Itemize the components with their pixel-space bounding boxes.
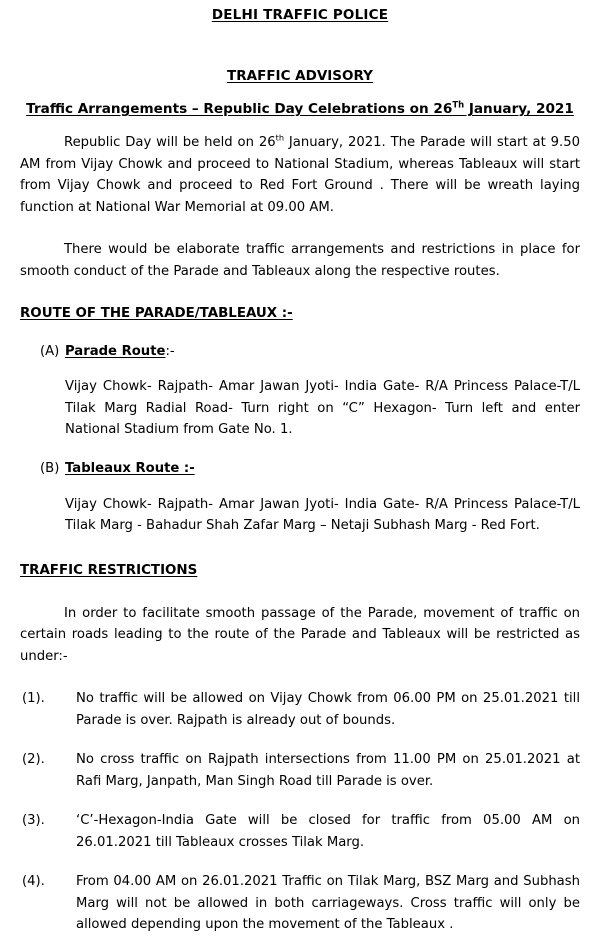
restriction-item-1-text: No traffic will be allowed on Vijay Chowk from 06.00 PM on 25.01.2021 till Parade is over. Rajpath is already out of bounds. xyxy=(76,691,580,728)
route-item-tableaux-marker: (B) xyxy=(40,460,60,476)
route-item-tableaux xyxy=(20,458,580,479)
route-item-tableaux-label xyxy=(65,461,195,476)
subject-line-text xyxy=(26,101,574,117)
intro-paragraph-2: There would be elaborate traffic arrangements and restrictions in place for smooth conduct of the Parade and Tableaux along the respective routes. xyxy=(20,242,580,279)
organization-title-text: DELHI TRAFFIC POLICE xyxy=(211,7,389,23)
route-item-tableaux-body: Vijay Chowk- Rajpath- Amar Jawan Jyoti- India Gate- R/A Princess Palace-T/L Tilak Marg - Bahadur Shah Zafar Marg – Netaji Subhash Marg - Red Fort. xyxy=(65,496,580,533)
advisory-title-text: TRAFFIC ADVISORY xyxy=(227,68,373,84)
restriction-item-2-text: No cross traffic on Rajpath intersections from 11.00 PM on 25.01.2021 at Rafi Marg, Janpath, Man Singh Road till Parade is over. xyxy=(76,752,580,789)
restriction-item-3-text: ‘C’-Hexagon-India Gate will be closed for traffic from 05.00 AM on 26.01.2021 till Tableaux crosses Tilak Marg. xyxy=(76,813,580,850)
route-section-heading-text: ROUTE OF THE PARADE/TABLEAUX :- xyxy=(20,306,293,321)
route-item-tableaux-label-text: Tableaux Route :- xyxy=(65,460,195,476)
restriction-item-2 xyxy=(20,749,580,792)
route-item-parade-marker: (A) xyxy=(40,344,60,359)
restrictions-section-heading xyxy=(20,561,580,581)
subject-prefix: Traffic Arrangements – Republic Day Celebrations on 26 xyxy=(26,101,453,117)
route-item-parade-label xyxy=(65,344,165,359)
restriction-item-4-text: From 04.00 AM on 26.01.2021 Traffic on Tilak Marg, BSZ Marg and Subhash Marg will not be allowed in both carriageways. Cross traffic will only be allowed depending upon the movement of the Tableaux . xyxy=(76,874,580,932)
route-item-parade xyxy=(20,341,580,362)
restrictions-section-heading-text: TRAFFIC RESTRICTIONS xyxy=(20,562,198,578)
intro-ordinal-suffix: th xyxy=(275,132,285,143)
restriction-item-4 xyxy=(20,871,580,936)
restrictions-intro-paragraph: In order to facilitate smooth passage of the Parade, movement of traffic on certain roads leading to the route of the Parade and Tableaux will be restricted as under:- xyxy=(20,605,580,664)
restriction-item-1-number: (1). xyxy=(22,691,45,706)
subject-suffix: January, 2021 xyxy=(464,101,574,117)
restriction-item-3-number: (3). xyxy=(22,813,45,828)
route-section-heading xyxy=(20,304,580,324)
route-item-parade-label-suffix: :- xyxy=(165,344,175,359)
restriction-item-4-number: (4). xyxy=(22,874,45,889)
subject-ordinal-suffix: Th xyxy=(452,99,465,110)
route-item-parade-body: Vijay Chowk- Rajpath- Amar Jawan Jyoti- India Gate- R/A Princess Palace-T/L Tilak Marg Radial Road- Turn right on “C” Hexagon- Turn left and enter National Stadium from Gate No. 1. xyxy=(65,379,580,437)
restriction-item-1 xyxy=(20,688,580,731)
advisory-title xyxy=(20,67,580,85)
intro-paragraph-1 xyxy=(20,132,580,218)
intro-paragraph-1-prefix: Republic Day will be held on 26 xyxy=(64,135,276,150)
route-item-parade-label-text: Parade Route xyxy=(65,344,166,359)
subject-line xyxy=(20,100,580,118)
organization-title xyxy=(20,6,580,24)
intro-paragraph-1-suffix: January, 2021. The Parade will start at 9.50 AM from Vijay Chowk and proceed to National Stadium, whereas Tableaux will start from Vijay Chowk and proceed to Red Fort Ground . There will be wreath laying function at National War Memorial at 09.00 AM. xyxy=(20,135,580,215)
restriction-item-3 xyxy=(20,810,580,853)
restriction-item-2-number: (2). xyxy=(22,752,45,767)
